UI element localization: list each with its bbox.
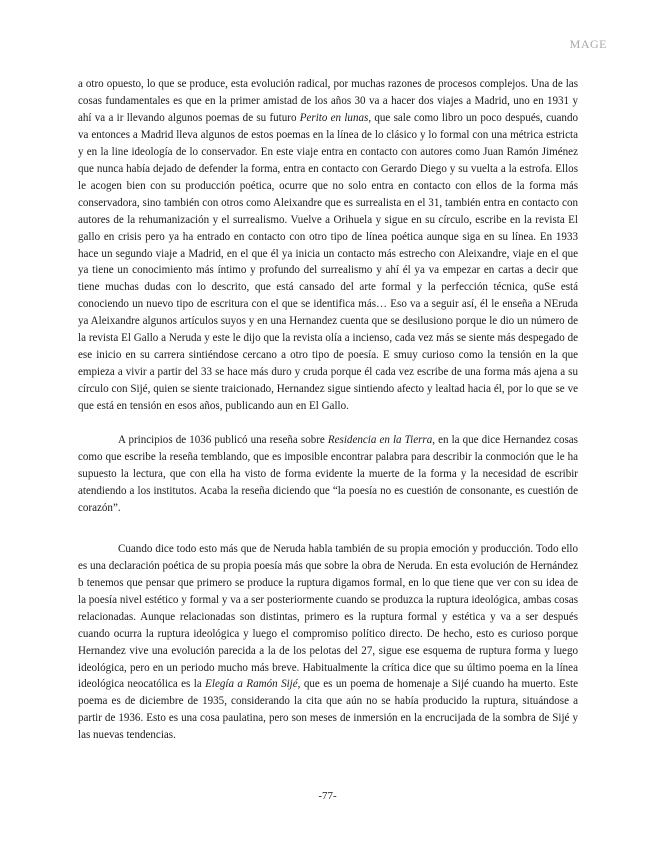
paragraph-2: [78, 432, 578, 517]
book-title-perito-en-lunas: Perito en lunas: [299, 111, 369, 124]
paragraph-3: [78, 541, 578, 744]
book-title-residencia-en-la-tierra: Residencia en la Tierra: [327, 434, 433, 447]
paragraph-1: [78, 76, 578, 415]
paragraph-3-text-cont: , que es un poema de homenaje a Sijé cuando ha muerto. Este poema es de diciembre de 1935, considerando la cita que aún no se había producido la ruptura, situándose a partir de 1936. Esto es una cosa paulatina, pero son meses de inmersión en la encrucijada de la sombra de Sijé y las nuevas tendencias.: [78, 678, 578, 742]
paragraph-2-text-cont: , en la que dice Hernandez cosas como que escribe la reseña temblando, que es imposible encontrar palabra para describir la conmoción que le ha supuesto la lectura, que con ella ha visto de forma evidente la muerte de la forma y la necesidad de escribir atendiendo a los institutos. Acaba la reseña diciendo que “la poesía no es cuestión de consonante, es cuestión de corazón”.: [78, 434, 578, 514]
paragraph-1-text-cont: , que sale como libro un poco después, cuando va entonces a Madrid lleva algunos de estos poemas en la línea de lo clásico y lo formal con una métrica estricta y en la line ideología de lo conservador. En este viaje entra en contacto con autores como Juan Ramón Jiménez que nunca había dejado de defender la forma, entra en contacto con Gerardo Diego y su vuelta a la estrofa. Ellos le acogen bien con su producción poética, ocurre que no solo entra en contacto con ellos de la forma más conservadora, sino también con otros como Aleixandre que es surrealista en el 31, también entra en contacto con autores de la rehumanización y el surrealismo. Vuelve a Orihuela y sigue en su círculo, escribe en la revista El gallo en crisis pero ya ha entrado en contacto con otro tipo de línea poética aunque siga en su línea. En 1933 hace un segundo viaje a Madrid, en el que él ya inicia un contacto más estrecho con Aleixandre, viaje en el que ya tiene un conocimiento más íntimo y profundo del surrealismo y ahí él ya va empezar en cartas a decir que tiene muchas dudas con lo descrito, que está cansado del arte formal y la perfección técnica, quSe está conociendo un nuevo tipo de escritura con el que se identifica más… Eso va a seguir así, él le enseña a NEruda ya Aleixandre algunos artículos suyos y en una Hernandez cuenta que se desilusiono porque le dio un número de la revista El Gallo a Neruda y este le dijo que la revista olía a incienso, cada vez más se siente más despegado de ese inicio en su carrera sintiéndose cercano a otro tipo de poesía. E smuy curioso como la tensión en la que empieza a vivir a partir del 33 se hace más duro y cruda porque él cada vez escribe de una forma más ajena a su círculo con Sijé, quien se siente traicionado, Hernandez sigue sintiendo afecto y lealtad hacia él, por lo que se ve que está en tensión en esos años, publicando aun en El Gallo.: [78, 111, 578, 413]
paragraph-3-text: Cuando dice todo esto más que de Neruda habla también de su propia emoción y producción. Todo ello es una declaración poética de su propia poesía más que sobre la obra de Neruda. En esta evolución de Hernández b tenemos que pensar que primero se produce la ruptura digamos formal, en lo que tiene que ver con su idea de la poesía nivel estético y formal y va a ser posteriormente cuando se produzca la ruptura ideológica, ambas cosas relacionadas. Aunque relacionadas son distintas, primero es la ruptura formal y estética y va a ser después cuando ocurra la ruptura ideológica y luego el compromiso político directo. De hecho, esto es curioso porque Hernandez vive una evolución parecida a la de los pelotas del 27, sigue ese esquema de ruptura forma y luego ideológica, pero en un periodo mucho más breve. Habitualmente la crítica dice que su último poema en la línea ideológica neocatólica es la: [78, 542, 578, 691]
paragraph-spacer: [78, 415, 578, 432]
body-text: [78, 76, 578, 744]
page-number: -77-: [318, 790, 337, 802]
page-header-title: MAGE: [569, 37, 607, 51]
paragraph-spacer: [78, 517, 578, 541]
paragraph-1-text: a otro opuesto, lo que se produce, esta evolución radical, por muchas razones de procesos complejos. Una de las cosas fundamentales es que en la primer amistad de los años 30 va a hacer dos viajes a Madrid, uno en 1931 y ahí va a ir llevando algunos poemas de su futuro: [78, 78, 578, 124]
paragraph-2-text: A principios de 1036 publicó una reseña sobre: [118, 434, 328, 447]
poem-title-elegia-a-ramon-sije: Elegía a Ramón Sijé: [205, 678, 298, 691]
